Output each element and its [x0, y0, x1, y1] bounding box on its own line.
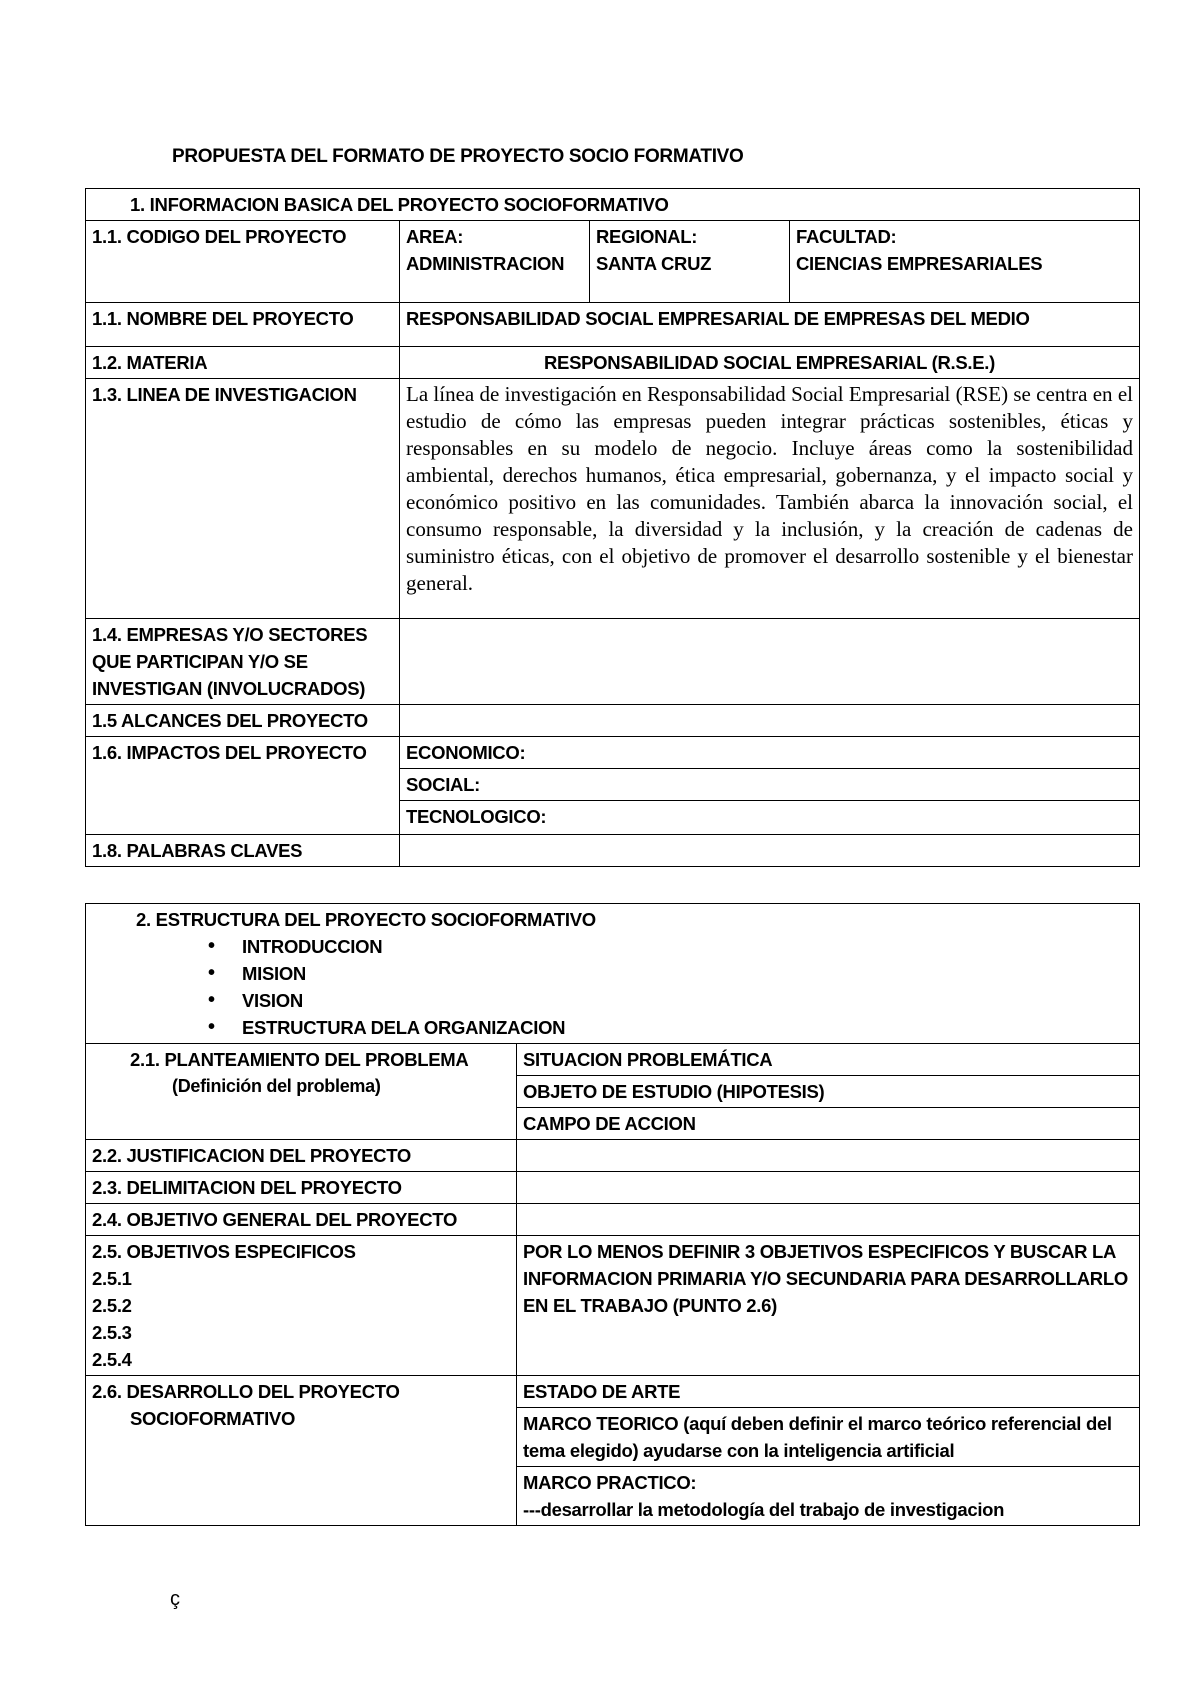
objetivo-general-label: 2.4. OBJETIVO GENERAL DEL PROYECTO [86, 1204, 517, 1236]
facultad-cell [790, 221, 1140, 303]
structure-bullet-list [92, 933, 1133, 1041]
objetivo-item: 2.5.2 [92, 1295, 132, 1316]
section2-header: 2. ESTRUCTURA DEL PROYECTO SOCIOFORMATIVO [136, 909, 596, 930]
linea-value: La línea de investigación en Responsabilidad Social Empresarial (RSE) se centra en el estudio de cómo las empresas pueden integrar prácticas sostenibles, éticas y responsables en su modelo de negocio. Incluye áreas como la sostenibilidad ambiental, derechos humanos, ética empresarial, gobernanza, y el impacto social y económico positivo en las comunidades. También abarca la innovación social, el consumo responsable, la diversidad y la inclusión, y la creación de cadenas de suministro éticas, con el objetivo de promover el desarrollo sostenible y el bienestar general. [400, 379, 1140, 619]
materia-value: RESPONSABILIDAD SOCIAL EMPRESARIAL (R.S.E.) [400, 347, 1140, 379]
materia-label: 1.2. MATERIA [86, 347, 400, 379]
basic-info-table [85, 188, 1140, 867]
area-value: ADMINISTRACION [406, 253, 565, 274]
palabras-label: 1.8. PALABRAS CLAVES [86, 835, 400, 867]
facultad-value: CIENCIAS EMPRESARIALES [796, 253, 1043, 274]
justificacion-label: 2.2. JUSTIFICACION DEL PROYECTO [86, 1140, 517, 1172]
alcances-value [400, 705, 1140, 737]
regional-label: REGIONAL: [596, 226, 698, 247]
list-item: • ESTRUCTURA DELA ORGANIZACION [242, 1014, 1133, 1041]
objetivos-note: POR LO MENOS DEFINIR 3 OBJETIVOS ESPECIFICOS Y BUSCAR LA INFORMACION PRIMARIA Y/O SECUNDARIA PARA DESARROLLARLO EN EL TRABAJO (PUNTO 2.6) [517, 1236, 1140, 1376]
list-item: • VISION [242, 987, 1133, 1014]
empresas-value [400, 619, 1140, 705]
desarrollo-label: 2.6. DESARROLLO DEL PROYECTO [92, 1381, 400, 1402]
nombre-label: 1.1. NOMBRE DEL PROYECTO [86, 303, 400, 347]
structure-table [85, 903, 1140, 1526]
impacto-tecnologico: TECNOLOGICO: [400, 801, 1140, 835]
planteamiento-label: 2.1. PLANTEAMIENTO DEL PROBLEMA [130, 1049, 469, 1070]
impactos-label: 1.6. IMPACTOS DEL PROYECTO [86, 737, 400, 835]
facultad-label: FACULTAD: [796, 226, 897, 247]
objetivo-item: 2.5.1 [92, 1268, 132, 1289]
regional-cell [590, 221, 790, 303]
estado-arte: ESTADO DE ARTE [517, 1376, 1140, 1408]
marco-teorico: MARCO TEORICO (aquí deben definir el marco teórico referencial del tema elegido) ayudarse con la inteligencia artificial [517, 1408, 1140, 1467]
situacion-problematica: SITUACION PROBLEMÁTICA [517, 1044, 1140, 1076]
delimitacion-value [517, 1172, 1140, 1204]
list-item: • MISION [242, 960, 1133, 987]
area-label: AREA: [406, 226, 464, 247]
campo-accion: CAMPO DE ACCION [517, 1108, 1140, 1140]
objeto-estudio: OBJETO DE ESTUDIO (HIPOTESIS) [517, 1076, 1140, 1108]
desarrollo-label-2: SOCIOFORMATIVO [130, 1408, 296, 1429]
stray-character: ç [170, 1588, 180, 1610]
impacto-social: SOCIAL: [400, 769, 1140, 801]
section1-header: 1. INFORMACION BASICA DEL PROYECTO SOCIOFORMATIVO [86, 189, 1140, 221]
planteamiento-cell [86, 1044, 517, 1140]
nombre-value: RESPONSABILIDAD SOCIAL EMPRESARIAL DE EMPRESAS DEL MEDIO [400, 303, 1140, 347]
empresas-label: 1.4. EMPRESAS Y/O SECTORES QUE PARTICIPAN Y/O SE INVESTIGAN (INVOLUCRADOS) [86, 619, 400, 705]
marco-practico-note: ---desarrollar la metodología del trabajo de investigacion [523, 1499, 1005, 1520]
linea-label: 1.3. LINEA DE INVESTIGACION [86, 379, 400, 619]
palabras-value [400, 835, 1140, 867]
impacto-economico: ECONOMICO: [400, 737, 1140, 769]
objetivos-especificos-label: 2.5. OBJETIVOS ESPECIFICOS [92, 1241, 356, 1262]
marco-practico-cell [517, 1467, 1140, 1526]
objetivo-general-value [517, 1204, 1140, 1236]
alcances-label: 1.5 ALCANCES DEL PROYECTO [86, 705, 400, 737]
area-cell [400, 221, 590, 303]
marco-practico: MARCO PRACTICO: [523, 1472, 697, 1493]
list-item: • INTRODUCCION [242, 933, 1133, 960]
document-title: PROPUESTA DEL FORMATO DE PROYECTO SOCIO FORMATIVO [172, 146, 744, 167]
section2-header-cell [86, 904, 1140, 1044]
delimitacion-label: 2.3. DELIMITACION DEL PROYECTO [86, 1172, 517, 1204]
objetivos-especificos-cell [86, 1236, 517, 1376]
justificacion-value [517, 1140, 1140, 1172]
objetivo-item: 2.5.4 [92, 1349, 132, 1370]
objetivo-item: 2.5.3 [92, 1322, 132, 1343]
regional-value: SANTA CRUZ [596, 253, 712, 274]
codigo-label: 1.1. CODIGO DEL PROYECTO [86, 221, 400, 303]
desarrollo-cell [86, 1376, 517, 1526]
planteamiento-sub: (Definición del problema) [172, 1076, 381, 1096]
